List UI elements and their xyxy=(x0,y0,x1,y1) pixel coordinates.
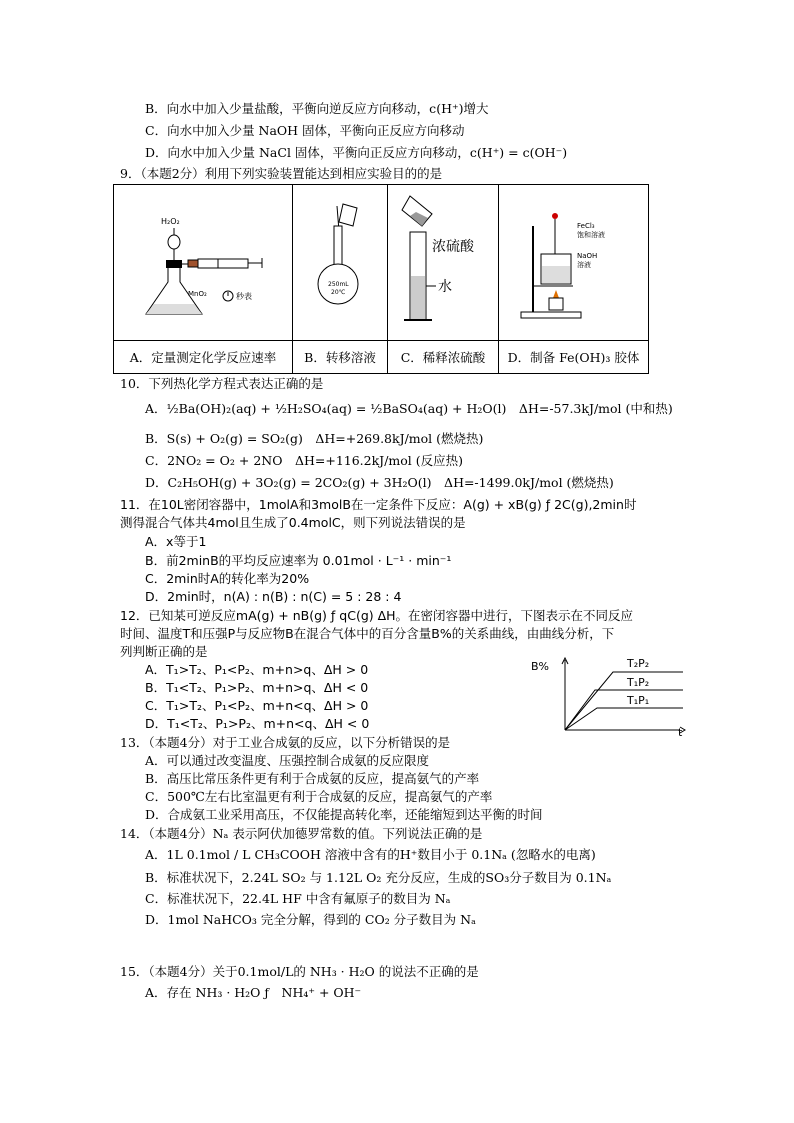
q14-option-a: A．1L 0.1mol / L CH₃COOH 溶液中含有的H⁺数目小于 0.1Nₐ (忽略水的电离) xyxy=(145,847,596,862)
q12-option-d: D．T₁<T₂、P₁>P₂、m+n<q、ΔH < 0 xyxy=(145,716,370,731)
graph-y-label: B% xyxy=(531,660,549,673)
apparatus-d-cell xyxy=(499,185,649,341)
fecl3-label: FeCl₃ xyxy=(577,222,595,230)
flask-temp-label: 20℃ xyxy=(331,289,346,296)
fecl3-saturated-label: 饱和溶液 xyxy=(577,231,605,239)
q10-stem: 10．下列热化学方程式表达正确的是 xyxy=(120,376,324,391)
graph-x-label: t xyxy=(678,726,683,739)
q11-option-b: B．前2minB的平均反应速率为 0.01mol · L⁻¹ · min⁻¹ xyxy=(145,553,452,568)
q10-option-a: A．½Ba(OH)₂(aq) + ½H₂SO₄(aq) = ½BaSO₄(aq) + H₂O(l) ΔH=-57.3kJ/mol (中和热) xyxy=(145,401,673,416)
flask-volume-label: 250mL xyxy=(328,281,349,288)
q14-option-d: D．1mol NaHCO₃ 完全分解，得到的 CO₂ 分子数目为 Nₐ xyxy=(145,912,476,927)
q10-option-c: C．2NO₂ = O₂ + 2NO ΔH=+116.2kJ/mol (反应热) xyxy=(145,453,464,468)
apparatus-c-cell xyxy=(388,185,499,341)
q12-stem-1: 12．已知某可逆反应mA(g) + nB(g) ƒ qC(g) ΔH。在密闭容器中进行，下图表示在不同反应 xyxy=(120,608,634,623)
apparatus-a-cell xyxy=(114,185,293,341)
q8-option-d: D．向水中加入少量 NaCl 固体，平衡向正反应方向移动，c(H⁺) = c(OH⁻) xyxy=(145,145,568,160)
caption-d: D．制备 Fe(OH)₃ 胶体 xyxy=(499,341,649,374)
rate-measurement-apparatus-figure xyxy=(118,186,288,336)
naoh-solution-label: 溶液 xyxy=(577,261,591,269)
q14-option-c: C．标准状况下，22.4L HF 中含有氟原子的数目为 Nₐ xyxy=(145,891,451,906)
q11-stem-1: 11．在10L密闭容器中，1molA和3molB在一定条件下反应：A(g) + xB(g) ƒ 2C(g),2min时 xyxy=(120,497,637,512)
apparatus-b-cell xyxy=(293,185,388,341)
q13-stem: 13．（本题4分）对于工业合成氨的反应，以下分析错误的是 xyxy=(120,735,451,750)
stopwatch-label: 秒表 xyxy=(236,292,252,301)
q12-option-a: A．T₁>T₂、P₁<P₂、m+n>q、ΔH > 0 xyxy=(145,662,369,677)
q11-option-a: A．x等于1 xyxy=(145,534,207,549)
q12-option-b: B．T₁<T₂、P₁>P₂、m+n>q、ΔH < 0 xyxy=(145,680,369,695)
q13-option-c: C．500℃左右比室温更有利于合成氨的反应，提高氨气的产率 xyxy=(145,789,493,804)
caption-b: B．转移溶液 xyxy=(293,341,388,374)
caption-a: A．定量测定化学反应速率 xyxy=(114,341,293,374)
curve-label-t1p1: T₁P₁ xyxy=(627,694,650,707)
q12-option-c: C．T₁>T₂、P₁<P₂、m+n<q、ΔH > 0 xyxy=(145,698,369,713)
q13-option-b: B．高压比常压条件更有利于合成氨的反应，提高氨气的产率 xyxy=(145,771,480,786)
q9-apparatus-table xyxy=(113,184,649,374)
q11-stem-2: 测得混合气体共4mol且生成了0.4molC，则下列说法错误的是 xyxy=(120,515,466,530)
conc-sulfuric-acid-label: 浓硫酸 xyxy=(432,239,474,255)
water-label: 水 xyxy=(438,279,452,295)
q11-option-d: D．2min时，n(A) : n(B) : n(C) = 5 : 28 : 4 xyxy=(145,589,402,604)
transfer-solution-figure xyxy=(295,186,385,336)
curve-label-t2p2: T₂P₂ xyxy=(627,657,650,670)
dilute-acid-figure xyxy=(390,186,496,336)
q14-option-b: B．标准状况下，2.24L SO₂ 与 1.12L O₂ 充分反应，生成的SO₃分子数目为 0.1Nₐ xyxy=(145,870,612,885)
q8-option-b: B．向水中加入少量盐酸，平衡向逆反应方向移动，c(H⁺)增大 xyxy=(145,101,489,116)
q8-option-c: C．向水中加入少量 NaOH 固体，平衡向正反应方向移动 xyxy=(145,123,465,138)
q11-option-c: C．2min时A的转化率为20% xyxy=(145,571,310,586)
q12-stem-3: 列判断正确的是 xyxy=(120,644,208,659)
curve-t2p2 xyxy=(565,672,683,730)
q10-option-b: B．S(s) + O₂(g) = SO₂(g) ΔH=+269.8kJ/mol (燃烧热) xyxy=(145,431,484,446)
q15-stem: 15．（本题4分）关于0.1mol/L的 NH₃ · H₂O 的说法不正确的是 xyxy=(120,964,479,979)
caption-c: C．稀释浓硫酸 xyxy=(388,341,499,374)
q12-stem-2: 时间、温度T和压强P与反应物B在混合气体中的百分含量B%的关系曲线，由曲线分析，下 xyxy=(120,626,615,641)
q13-option-a: A．可以通过改变温度、压强控制合成氨的反应限度 xyxy=(145,753,430,768)
q14-stem: 14．（本题4分）Nₐ 表示阿伏加德罗常数的值。下列说法正确的是 xyxy=(120,826,483,841)
q10-option-d: D．C₂H₅OH(g) + 3O₂(g) = 2CO₂(g) + 3H₂O(l) ΔH=-1499.0kJ/mol (燃烧热) xyxy=(145,475,614,490)
curve-t1p1 xyxy=(565,708,683,730)
curve-t1p2 xyxy=(565,690,683,730)
curve-label-t1p2: T₁P₂ xyxy=(627,676,650,689)
mno2-label: MnO₂ xyxy=(188,290,207,298)
q15-option-a: A．存在 NH₃ · H₂O ƒ NH₄⁺ + OH⁻ xyxy=(145,985,362,1000)
naoh-label: NaOH xyxy=(577,252,598,260)
q12-b-percent-graph xyxy=(525,650,695,740)
q9-stem: 9．（本题2分）利用下列实验装置能达到相应实验目的的是 xyxy=(120,166,443,181)
h2o2-label: H₂O₂ xyxy=(161,217,180,226)
q13-option-d: D．合成氨工业采用高压，不仅能提高转化率，还能缩短到达平衡的时间 xyxy=(145,807,543,822)
colloid-preparation-figure xyxy=(499,186,649,336)
